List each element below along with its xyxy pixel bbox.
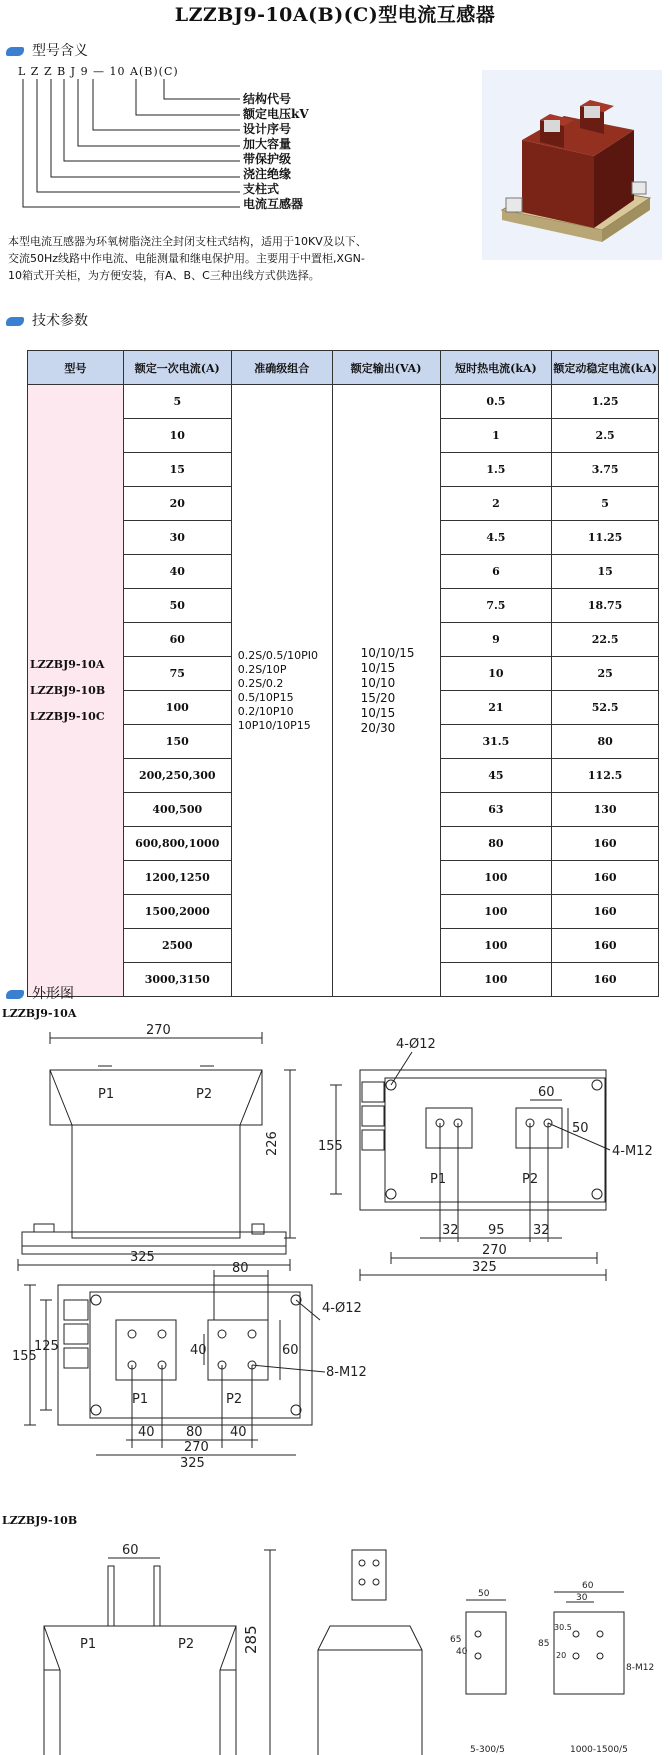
dim-text: 30.5 — [554, 1623, 572, 1632]
spec-table — [27, 350, 659, 997]
dim-text: 32 — [442, 1223, 459, 1238]
current-cell: 75 — [123, 657, 231, 691]
outline-heading: 外形图 — [6, 983, 74, 1003]
current-cell: 60 — [123, 623, 231, 657]
accuracy-item: 0.2S/10P — [237, 662, 287, 676]
thermal-cell: 0.5 — [440, 385, 552, 419]
product-description: 本型电流互感器为环氧树脂浇注全封闭支柱式结构，适用于10KV及以下、交流50Hz线路中作电流、电能测量和继电保护用。主要用于中置柜,XGN-10箱式开关柜，为方便安装，有A、B、C三种出线方式供选择。 — [8, 235, 367, 282]
thermal-cell: 100 — [440, 963, 552, 997]
col-header: 准确级组合 — [231, 351, 332, 385]
meaning-item: 额定电压kV — [243, 107, 309, 121]
tech-heading: 技术参数 — [6, 310, 88, 330]
thermal-cell: 45 — [440, 759, 552, 793]
current-cell: 50 — [123, 589, 231, 623]
thermal-cell: 100 — [440, 929, 552, 963]
thread-label: 8-M12 — [326, 1365, 367, 1380]
terminal-p2-label: P2 — [226, 1392, 243, 1407]
terminal-p2-label: P2 — [178, 1637, 195, 1652]
dim-text: 226 — [265, 1131, 280, 1156]
col-header: 额定动稳定电流(kA) — [552, 351, 659, 385]
current-cell: 15 — [123, 453, 231, 487]
dim-text: 270 — [482, 1243, 507, 1258]
thread-label: 8-M12 — [626, 1663, 655, 1673]
output-cell — [332, 385, 440, 997]
output-item: 10/10 — [360, 675, 396, 690]
dynamic-cell: 22.5 — [552, 623, 659, 657]
dim-text: 155 — [318, 1139, 343, 1154]
dim-text: 325 — [180, 1456, 205, 1471]
drawing-a — [0, 1020, 670, 1471]
col-header: 额定一次电流(A) — [123, 351, 231, 385]
meaning-item: 带保护级 — [243, 152, 292, 166]
current-cell: 10 — [123, 419, 231, 453]
product-photo — [482, 70, 662, 260]
terminal-p1-label: P1 — [132, 1392, 149, 1407]
current-cell: 2500 — [123, 929, 231, 963]
accuracy-item: 0.2S/0.5/10PI0 — [237, 648, 318, 662]
dim-text: 80 — [186, 1425, 203, 1440]
thermal-cell: 1.5 — [440, 453, 552, 487]
dim-text: 60 — [122, 1543, 139, 1558]
model-name: LZZBJ9-10C — [30, 709, 105, 723]
dim-text: 325 — [130, 1250, 155, 1265]
meaning-item: 加大容量 — [243, 137, 292, 151]
bullet-icon — [6, 990, 24, 999]
meaning-item: 电流互感器 — [243, 197, 304, 211]
dim-text: 32 — [533, 1223, 550, 1238]
dynamic-cell: 1.25 — [552, 385, 659, 419]
current-cell: 400,500 — [123, 793, 231, 827]
thermal-cell: 63 — [440, 793, 552, 827]
dynamic-cell: 130 — [552, 793, 659, 827]
thermal-cell: 2 — [440, 487, 552, 521]
accuracy-item: 0.2S/0.2 — [237, 676, 284, 690]
thermal-cell: 31.5 — [440, 725, 552, 759]
col-header: 额定输出(VA) — [332, 351, 440, 385]
dim-text: 270 — [146, 1023, 171, 1038]
accuracy-item: 10P10/10P15 — [237, 718, 311, 732]
col-header: 型号 — [28, 351, 124, 385]
dynamic-cell: 112.5 — [552, 759, 659, 793]
output-item: 20/30 — [360, 720, 396, 735]
dim-text: 85 — [538, 1639, 550, 1649]
drawing-b-label: LZZBJ9-10B — [2, 1514, 78, 1527]
current-cell: 3000,3150 — [123, 963, 231, 997]
dim-text: 95 — [488, 1223, 505, 1238]
current-cell: 30 — [123, 521, 231, 555]
accuracy-item: 0.2/10P10 — [237, 704, 294, 718]
dynamic-cell: 160 — [552, 861, 659, 895]
thermal-cell: 100 — [440, 861, 552, 895]
drawing-caption: 1000-1500/5 — [570, 1745, 628, 1755]
current-cell: 100 — [123, 691, 231, 725]
dynamic-cell: 2.5 — [552, 419, 659, 453]
dim-text: 40 — [230, 1425, 247, 1440]
meaning-item: 结构代号 — [243, 92, 292, 106]
thermal-cell: 6 — [440, 555, 552, 589]
dim-text: 60 — [582, 1581, 594, 1591]
dynamic-cell: 52.5 — [552, 691, 659, 725]
hole-label: 4-Ø12 — [396, 1037, 436, 1052]
page-title: LZZBJ9-10A(B)(C)型电流互感器 — [174, 4, 496, 26]
dynamic-cell: 25 — [552, 657, 659, 691]
accuracy-item: 0.5/10P15 — [237, 690, 294, 704]
dim-text: 40 — [138, 1425, 155, 1440]
dim-text: 80 — [232, 1261, 249, 1276]
model-name: LZZBJ9-10A — [30, 657, 105, 671]
model-heading: 型号含义 — [6, 40, 88, 60]
thermal-cell: 7.5 — [440, 589, 552, 623]
terminal-p2-label: P2 — [196, 1087, 213, 1102]
dynamic-cell: 5 — [552, 487, 659, 521]
output-item: 10/10/15 — [360, 645, 415, 660]
meaning-item: 浇注绝缘 — [243, 167, 292, 181]
dynamic-cell: 160 — [552, 929, 659, 963]
dim-text: 40 — [456, 1647, 468, 1657]
dim-text: 30 — [576, 1593, 588, 1603]
current-cell: 600,800,1000 — [123, 827, 231, 861]
dim-text: 125 — [34, 1339, 59, 1354]
drawing-b — [0, 1530, 670, 1755]
model-code: L Z Z B J 9 — 10 A(B)(C) — [18, 65, 179, 78]
dim-text: 270 — [184, 1440, 209, 1455]
output-item: 10/15 — [360, 705, 396, 720]
dynamic-cell: 15 — [552, 555, 659, 589]
dim-text: 65 — [450, 1635, 462, 1645]
model-name: LZZBJ9-10B — [30, 683, 106, 697]
dim-text: 285 — [242, 1625, 260, 1654]
dynamic-cell: 80 — [552, 725, 659, 759]
current-cell: 40 — [123, 555, 231, 589]
meaning-item: 支柱式 — [243, 182, 280, 196]
output-item: 15/20 — [360, 690, 396, 705]
thermal-cell: 9 — [440, 623, 552, 657]
dynamic-cell: 11.25 — [552, 521, 659, 555]
dim-text: 155 — [12, 1349, 37, 1364]
dynamic-cell: 18.75 — [552, 589, 659, 623]
dim-text: 50 — [572, 1121, 589, 1136]
terminal-p1-label: P1 — [430, 1172, 447, 1187]
current-cell: 20 — [123, 487, 231, 521]
thermal-cell: 100 — [440, 895, 552, 929]
thermal-cell: 1 — [440, 419, 552, 453]
thermal-cell: 80 — [440, 827, 552, 861]
current-cell: 150 — [123, 725, 231, 759]
terminal-p2-label: P2 — [522, 1172, 539, 1187]
current-cell: 1200,1250 — [123, 861, 231, 895]
meaning-item: 设计序号 — [243, 122, 292, 136]
dim-text: 60 — [282, 1343, 299, 1358]
drawing-caption: 5-300/5 — [470, 1745, 505, 1755]
terminal-p1-label: P1 — [98, 1087, 115, 1102]
current-cell: 200,250,300 — [123, 759, 231, 793]
dim-text: 40 — [190, 1343, 207, 1358]
thermal-cell: 21 — [440, 691, 552, 725]
dynamic-cell: 160 — [552, 827, 659, 861]
hole-label: 4-Ø12 — [322, 1301, 362, 1316]
model-cell — [28, 385, 124, 997]
dim-text: 20 — [556, 1651, 567, 1660]
dynamic-cell: 3.75 — [552, 453, 659, 487]
table-header-row — [28, 351, 659, 385]
dim-text: 325 — [472, 1260, 497, 1275]
thread-label: 4-M12 — [612, 1144, 653, 1159]
drawing-a-label: LZZBJ9-10A — [2, 1007, 77, 1020]
dynamic-cell: 160 — [552, 895, 659, 929]
col-header: 短时热电流(kA) — [440, 351, 552, 385]
dim-text: 60 — [538, 1085, 555, 1100]
bullet-icon — [6, 317, 24, 326]
thermal-cell: 10 — [440, 657, 552, 691]
table-row — [28, 385, 659, 419]
terminal-p1-label: P1 — [80, 1637, 97, 1652]
dynamic-cell: 160 — [552, 963, 659, 997]
output-item: 10/15 — [360, 660, 396, 675]
thermal-cell: 4.5 — [440, 521, 552, 555]
accuracy-cell — [231, 385, 332, 997]
current-cell: 1500,2000 — [123, 895, 231, 929]
current-cell: 5 — [123, 385, 231, 419]
dim-text: 50 — [478, 1589, 490, 1599]
